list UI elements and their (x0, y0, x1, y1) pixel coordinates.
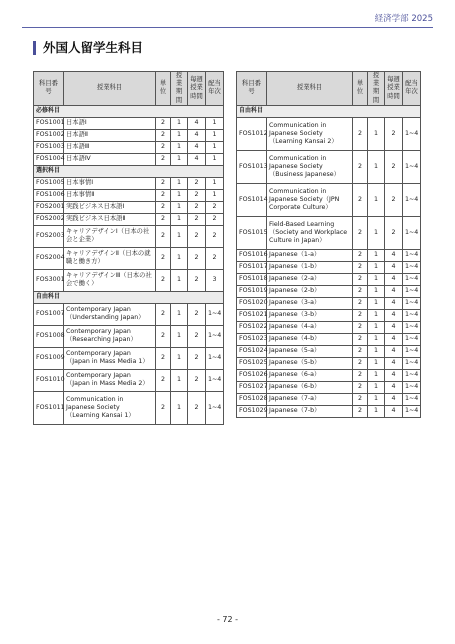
course-period: 1 (171, 225, 188, 247)
table-row (237, 345, 421, 357)
assigned-year: 1 (206, 141, 224, 153)
credits: 2 (156, 269, 171, 291)
assigned-year: 1~4 (206, 347, 224, 369)
section-row (34, 291, 224, 303)
course-period: 1 (171, 247, 188, 269)
course-name: Japanese（4-a） (267, 321, 353, 333)
assigned-year: 1~4 (403, 273, 421, 285)
course-name: Contemporary Japan（Understanding Japan） (64, 303, 156, 325)
course-code: FOS1024 (237, 345, 267, 357)
header-credit: 単位 (156, 72, 171, 106)
course-period: 1 (171, 141, 188, 153)
weekly-hours: 4 (188, 129, 206, 141)
course-name: Communication in Japanese Society（Business Japanese） (267, 150, 353, 183)
course-period: 1 (171, 189, 188, 201)
course-period: 1 (171, 117, 188, 129)
table-row (237, 309, 421, 321)
course-period: 1 (171, 213, 188, 225)
table-row (237, 369, 421, 381)
course-period: 1 (368, 393, 385, 405)
course-name: Japanese（1-b） (267, 261, 353, 273)
table-row (34, 213, 224, 225)
credits: 2 (353, 261, 368, 273)
credits: 2 (353, 285, 368, 297)
credits: 2 (353, 357, 368, 369)
course-code: FOS1018 (237, 273, 267, 285)
weekly-hours: 2 (188, 303, 206, 325)
assigned-year: 1~4 (206, 303, 224, 325)
weekly-hours: 4 (385, 381, 403, 393)
table-row (237, 393, 421, 405)
course-code: FOS1001 (34, 117, 64, 129)
table-row (34, 347, 224, 369)
course-name: キャリアデザインⅡ（日本の就職と働き方） (64, 247, 156, 269)
credits: 2 (156, 369, 171, 391)
course-name: Japanese（2-b） (267, 285, 353, 297)
weekly-hours: 4 (385, 333, 403, 345)
course-code: FOS1007 (34, 303, 64, 325)
course-code: FOS1019 (237, 285, 267, 297)
header-name: 授業科目 (64, 72, 156, 106)
credits: 2 (353, 273, 368, 285)
assigned-year: 1~4 (403, 183, 421, 216)
weekly-hours: 4 (385, 309, 403, 321)
table-row (34, 141, 224, 153)
assigned-year: 2 (206, 247, 224, 269)
course-period: 1 (368, 183, 385, 216)
table-row (237, 249, 421, 261)
weekly-hours: 2 (385, 216, 403, 249)
assigned-year: 1~4 (403, 321, 421, 333)
credits: 2 (156, 189, 171, 201)
course-code: FOS1004 (34, 153, 64, 165)
course-name: Japanese（2-a） (267, 273, 353, 285)
weekly-hours: 2 (385, 117, 403, 150)
course-code: FOS1013 (237, 150, 267, 183)
assigned-year: 1~4 (403, 150, 421, 183)
credits: 2 (353, 345, 368, 357)
credits: 2 (353, 297, 368, 309)
course-code: FOS2003 (34, 225, 64, 247)
assigned-year: 1~4 (403, 393, 421, 405)
course-period: 1 (368, 273, 385, 285)
course-name: 実践ビジネス日本語Ⅱ (64, 213, 156, 225)
course-code: FOS3001 (34, 269, 64, 291)
header-hours: 毎週授業時間 (188, 72, 206, 106)
course-name: 日本語Ⅰ (64, 117, 156, 129)
course-period: 1 (171, 153, 188, 165)
table-row (34, 225, 224, 247)
weekly-hours: 4 (385, 369, 403, 381)
course-period: 1 (368, 261, 385, 273)
course-period: 1 (368, 117, 385, 150)
weekly-hours: 4 (188, 141, 206, 153)
credits: 2 (156, 129, 171, 141)
course-code: FOS1003 (34, 141, 64, 153)
table-row (34, 189, 224, 201)
course-name: 日本事情Ⅰ (64, 177, 156, 189)
assigned-year: 1~4 (403, 117, 421, 150)
course-name: 実践ビジネス日本語Ⅰ (64, 201, 156, 213)
section-row (237, 105, 421, 117)
credits: 2 (156, 225, 171, 247)
section-label: 選択科目 (34, 165, 224, 177)
course-period: 1 (368, 345, 385, 357)
credits: 2 (156, 303, 171, 325)
weekly-hours: 4 (385, 405, 403, 417)
assigned-year: 1~4 (403, 285, 421, 297)
credits: 2 (353, 381, 368, 393)
assigned-year: 1 (206, 153, 224, 165)
page-title: 外国人留学生科目 (33, 41, 143, 55)
header-rule (22, 27, 433, 28)
weekly-hours: 4 (188, 117, 206, 129)
table-row (34, 325, 224, 347)
assigned-year: 3 (206, 269, 224, 291)
credits: 2 (156, 391, 171, 424)
course-name: Japanese（4-b） (267, 333, 353, 345)
assigned-year: 1~4 (403, 309, 421, 321)
header-code: 科目番号 (34, 72, 64, 106)
credits: 2 (353, 309, 368, 321)
course-code: FOS1008 (34, 325, 64, 347)
assigned-year: 2 (206, 225, 224, 247)
weekly-hours: 4 (385, 321, 403, 333)
course-code: FOS1025 (237, 357, 267, 369)
header-year: 配当年次 (206, 72, 224, 106)
assigned-year: 1~4 (403, 369, 421, 381)
course-period: 1 (171, 269, 188, 291)
course-code: FOS1020 (237, 297, 267, 309)
course-name: Japanese（6-a） (267, 369, 353, 381)
course-period: 1 (368, 150, 385, 183)
course-name: Communication in Japanese Society（Learning Kansai 1） (64, 391, 156, 424)
table-row (237, 357, 421, 369)
course-period: 1 (368, 321, 385, 333)
course-period: 1 (171, 129, 188, 141)
weekly-hours: 2 (188, 213, 206, 225)
table-row (237, 405, 421, 417)
header-period: 授業期間 (368, 72, 385, 106)
credits: 2 (156, 201, 171, 213)
table-row (34, 153, 224, 165)
course-code: FOS1026 (237, 369, 267, 381)
weekly-hours: 4 (385, 273, 403, 285)
assigned-year: 1~4 (403, 216, 421, 249)
course-period: 1 (171, 369, 188, 391)
course-name: Japanese（7-b） (267, 405, 353, 417)
course-name: Field-Based Learning（Society and Workplace Culture in Japan） (267, 216, 353, 249)
course-name: キャリアデザインⅢ（日本の社会で働く） (64, 269, 156, 291)
weekly-hours: 2 (188, 177, 206, 189)
assigned-year: 1~4 (403, 297, 421, 309)
assigned-year: 1 (206, 189, 224, 201)
assigned-year: 1~4 (403, 333, 421, 345)
table-row (237, 321, 421, 333)
course-name: Contemporary Japan（Japan in Mass Media 2） (64, 369, 156, 391)
table-row (34, 117, 224, 129)
course-period: 1 (171, 303, 188, 325)
course-name: Contemporary Japan（Researching Japan） (64, 325, 156, 347)
table-row (34, 247, 224, 269)
credits: 2 (353, 393, 368, 405)
weekly-hours: 4 (385, 357, 403, 369)
course-period: 1 (171, 347, 188, 369)
weekly-hours: 2 (188, 189, 206, 201)
table-row (34, 177, 224, 189)
weekly-hours: 4 (385, 261, 403, 273)
assigned-year: 1~4 (403, 261, 421, 273)
section-row (34, 105, 224, 117)
course-code: FOS1021 (237, 309, 267, 321)
table-row (34, 269, 224, 291)
course-code: FOS1002 (34, 129, 64, 141)
course-name: 日本語Ⅲ (64, 141, 156, 153)
course-period: 1 (368, 381, 385, 393)
credits: 2 (156, 213, 171, 225)
assigned-year: 2 (206, 201, 224, 213)
header-name: 授業科目 (267, 72, 353, 106)
credits: 2 (353, 321, 368, 333)
credits: 2 (156, 153, 171, 165)
course-name: Communication in Japanese Society（JPN Corporate Culture） (267, 183, 353, 216)
course-name: 日本語Ⅳ (64, 153, 156, 165)
header-year: 配当年次 (403, 72, 421, 106)
table-row (34, 391, 224, 424)
course-code: FOS2002 (34, 213, 64, 225)
course-period: 1 (368, 249, 385, 261)
course-code: FOS1011 (34, 391, 64, 424)
assigned-year: 1~4 (403, 405, 421, 417)
course-code: FOS2004 (34, 247, 64, 269)
weekly-hours: 2 (188, 325, 206, 347)
credits: 2 (353, 369, 368, 381)
weekly-hours: 2 (188, 391, 206, 424)
weekly-hours: 2 (188, 347, 206, 369)
course-code: FOS1022 (237, 321, 267, 333)
course-code: FOS1009 (34, 347, 64, 369)
course-name: キャリアデザインⅠ（日本の社会と企業） (64, 225, 156, 247)
header-period: 授業期間 (171, 72, 188, 106)
course-period: 1 (368, 405, 385, 417)
course-code: FOS1028 (237, 393, 267, 405)
weekly-hours: 4 (385, 285, 403, 297)
assigned-year: 1 (206, 117, 224, 129)
credits: 2 (156, 117, 171, 129)
page-number: - 72 - (216, 615, 239, 624)
course-code: FOS1012 (237, 117, 267, 150)
weekly-hours: 2 (188, 369, 206, 391)
section-row (34, 165, 224, 177)
credits: 2 (353, 405, 368, 417)
course-code: FOS2001 (34, 201, 64, 213)
course-name: Contemporary Japan（Japan in Mass Media 1） (64, 347, 156, 369)
course-name: Japanese（1-a） (267, 249, 353, 261)
assigned-year: 1~4 (403, 381, 421, 393)
course-code: FOS1010 (34, 369, 64, 391)
assigned-year: 1~4 (403, 345, 421, 357)
credits: 2 (353, 183, 368, 216)
weekly-hours: 2 (188, 201, 206, 213)
course-period: 1 (368, 297, 385, 309)
course-code: FOS1027 (237, 381, 267, 393)
weekly-hours: 4 (385, 345, 403, 357)
course-name: Japanese（5-a） (267, 345, 353, 357)
table-row (34, 303, 224, 325)
weekly-hours: 4 (385, 297, 403, 309)
course-code: FOS1005 (34, 177, 64, 189)
weekly-hours: 4 (385, 393, 403, 405)
table-row (237, 183, 421, 216)
course-name: Japanese（6-b） (267, 381, 353, 393)
course-period: 1 (368, 357, 385, 369)
course-table-left (33, 71, 224, 425)
weekly-hours: 2 (385, 150, 403, 183)
table-row (237, 333, 421, 345)
course-period: 1 (171, 391, 188, 424)
course-code: FOS1015 (237, 216, 267, 249)
table-row (237, 297, 421, 309)
table-row (237, 381, 421, 393)
header-credit: 単位 (353, 72, 368, 106)
course-code: FOS1017 (237, 261, 267, 273)
weekly-hours: 2 (188, 225, 206, 247)
weekly-hours: 2 (188, 247, 206, 269)
weekly-hours: 4 (385, 249, 403, 261)
assigned-year: 1~4 (403, 249, 421, 261)
course-name: Japanese（3-a） (267, 297, 353, 309)
assigned-year: 2 (206, 213, 224, 225)
course-name: Japanese（5-b） (267, 357, 353, 369)
assigned-year: 1~4 (206, 369, 224, 391)
credits: 2 (156, 247, 171, 269)
section-label: 必修科目 (34, 105, 224, 117)
course-period: 1 (171, 201, 188, 213)
course-code: FOS1023 (237, 333, 267, 345)
header-hours: 毎週授業時間 (385, 72, 403, 106)
course-name: Japanese（7-a） (267, 393, 353, 405)
weekly-hours: 2 (385, 183, 403, 216)
course-code: FOS1006 (34, 189, 64, 201)
credits: 2 (353, 150, 368, 183)
header-code: 科目番号 (237, 72, 267, 106)
course-period: 1 (171, 325, 188, 347)
table-row (237, 273, 421, 285)
section-label: 自由科目 (237, 105, 421, 117)
assigned-year: 1~4 (206, 325, 224, 347)
course-table-right (236, 71, 421, 418)
course-name: Communication in Japanese Society（Learning Kansai 2） (267, 117, 353, 150)
faculty-label: 経済学部 2025 (374, 14, 433, 24)
assigned-year: 1~4 (403, 357, 421, 369)
weekly-hours: 2 (188, 269, 206, 291)
course-period: 1 (368, 333, 385, 345)
course-name: 日本語Ⅱ (64, 129, 156, 141)
table-row (34, 369, 224, 391)
course-period: 1 (368, 216, 385, 249)
table-row (34, 201, 224, 213)
table-row (34, 129, 224, 141)
assigned-year: 1 (206, 129, 224, 141)
course-period: 1 (368, 309, 385, 321)
course-period: 1 (368, 285, 385, 297)
credits: 2 (353, 249, 368, 261)
section-label: 自由科目 (34, 291, 224, 303)
assigned-year: 1 (206, 177, 224, 189)
credits: 2 (156, 325, 171, 347)
table-row (237, 261, 421, 273)
course-code: FOS1016 (237, 249, 267, 261)
table-row (237, 117, 421, 150)
credits: 2 (156, 141, 171, 153)
table-row (237, 150, 421, 183)
table-row (237, 216, 421, 249)
course-code: FOS1029 (237, 405, 267, 417)
credits: 2 (353, 333, 368, 345)
course-period: 1 (171, 177, 188, 189)
credits: 2 (353, 216, 368, 249)
course-name: 日本事情Ⅱ (64, 189, 156, 201)
credits: 2 (353, 117, 368, 150)
assigned-year: 1~4 (206, 391, 224, 424)
credits: 2 (156, 347, 171, 369)
weekly-hours: 4 (188, 153, 206, 165)
course-code: FOS1014 (237, 183, 267, 216)
course-name: Japanese（3-b） (267, 309, 353, 321)
table-row (237, 285, 421, 297)
course-period: 1 (368, 369, 385, 381)
credits: 2 (156, 177, 171, 189)
